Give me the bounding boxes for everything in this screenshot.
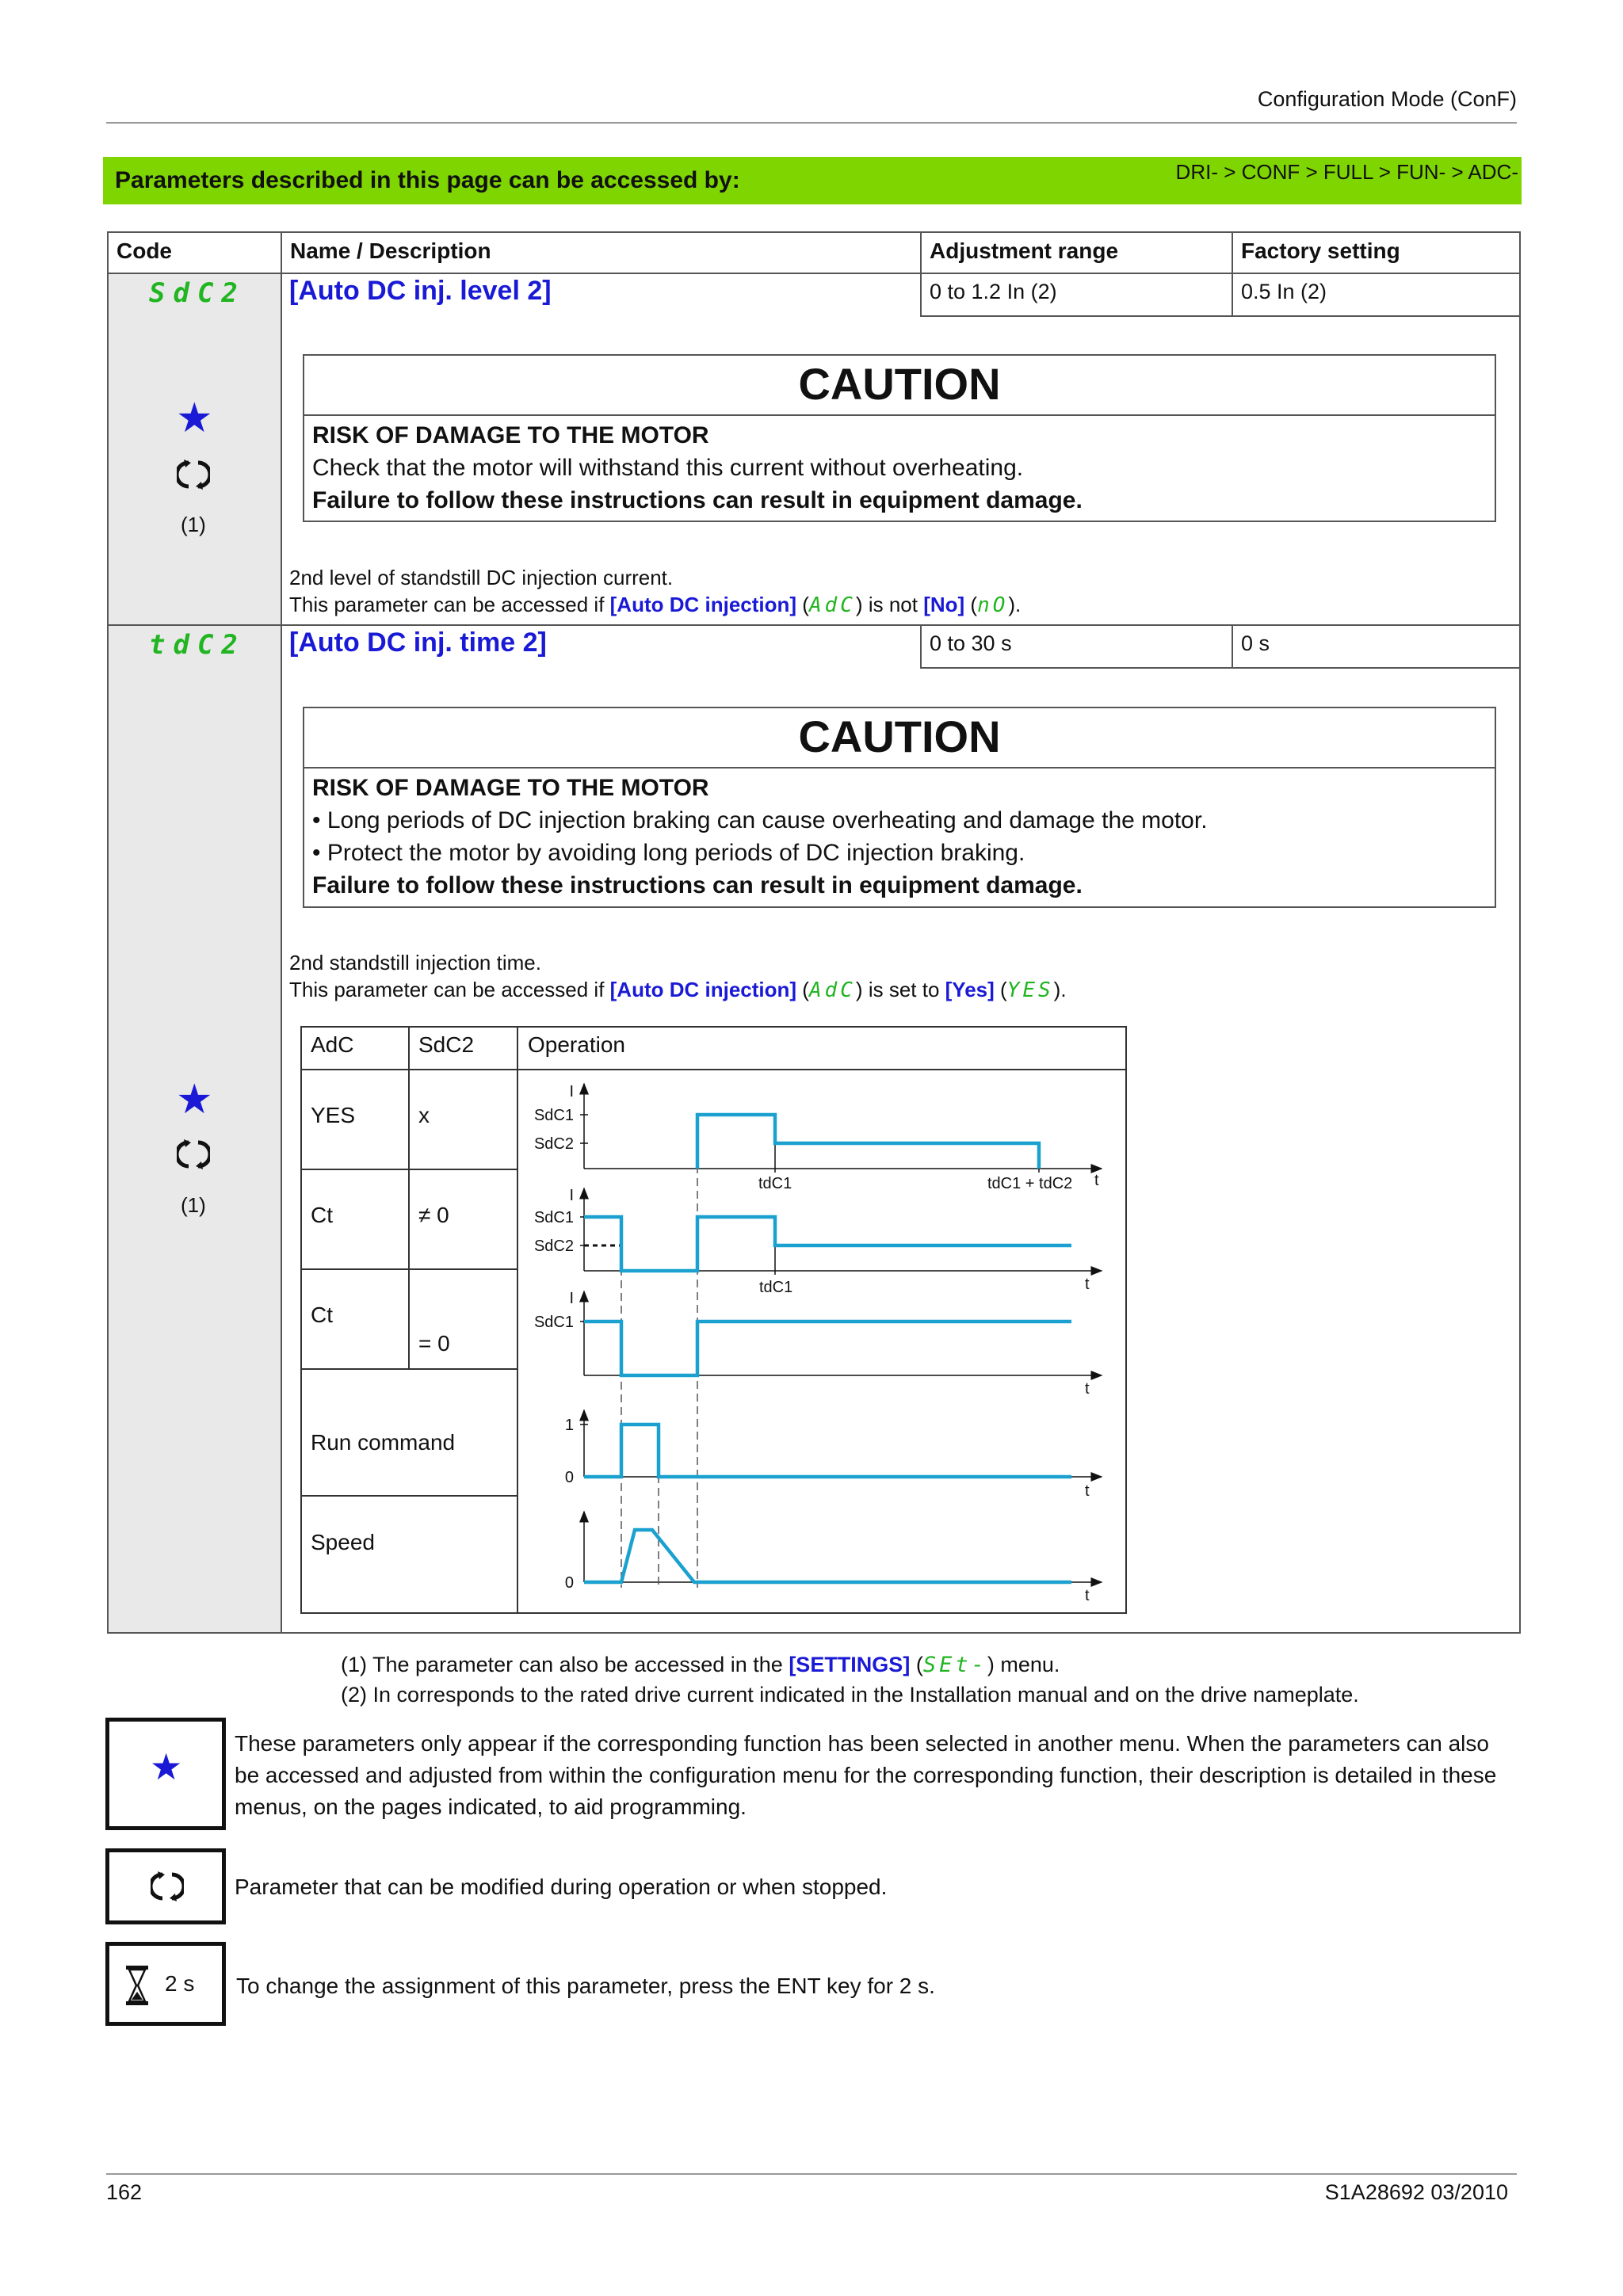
caution-line: Check that the motor will withstand this current without overheating. [312, 455, 1024, 481]
caution-box [303, 354, 1496, 522]
op-header-sdc2: SdC2 [418, 1032, 475, 1057]
modify-icon [177, 458, 210, 495]
op-run-command-label: Run command [311, 1430, 456, 1455]
signal-trace [584, 1425, 1071, 1477]
hourglass-icon [125, 1965, 149, 2010]
signal-trace [584, 1322, 1071, 1375]
param-factory-tdc2: 0 s [1232, 624, 1521, 669]
col-header-range: Adjustment range [920, 231, 1233, 274]
legend-time-box [105, 1942, 226, 2026]
param-factory-sdc2: 0.5 In (2) [1232, 273, 1521, 317]
chart-label: SdC1 [533, 1209, 574, 1226]
note-ref: (1) [181, 1193, 206, 1217]
caution-title: CAUTION [304, 356, 1495, 416]
op-table-rule [300, 1368, 517, 1370]
legend-modify-box [105, 1848, 226, 1924]
op-sdc2-value: x [418, 1103, 430, 1127]
op-sdc2-value: ≠ 0 [418, 1203, 449, 1227]
chart-label: SdC2 [533, 1135, 574, 1153]
col-header-name: Name / Description [281, 231, 922, 274]
signal-trace [697, 1115, 1039, 1169]
access-path: DRI- > CONF > FULL > FUN- > ADC- [1175, 160, 1518, 184]
op-adc-value: Ct [311, 1302, 333, 1327]
col-header-code: Code [107, 231, 282, 274]
signal-trace [584, 1530, 1071, 1582]
caution-line: • Protect the motor by avoiding long periods of DC injection braking. [312, 840, 1025, 866]
chart-label: 0 [564, 1574, 574, 1592]
param-desc-sdc2: 2nd level of standstill DC injection current. [289, 566, 674, 589]
chart-label: SdC1 [533, 1107, 574, 1124]
chart-label: I [569, 1187, 574, 1204]
caution-failure: Failure to follow these instructions can result in equipment damage. [312, 872, 1083, 898]
param-access-sdc2: This parameter can be accessed if [Auto DC injection] (AdC) is not [No] (nO). [289, 593, 1022, 617]
legend-modify-text: Parameter that can be modified during operation or when stopped. [235, 1875, 888, 1899]
param-code-tdc2: tdC2 [149, 629, 246, 661]
chart-label: t [1085, 1380, 1090, 1398]
param-name-sdc2: [Auto DC inj. level 2] [289, 276, 552, 306]
op-adc-value: Ct [311, 1203, 333, 1227]
legend-star-box [105, 1718, 226, 1830]
chart-label: I [569, 1083, 574, 1100]
op-table-rule [408, 1026, 410, 1368]
header-divider [106, 122, 1517, 124]
doc-reference: S1A28692 03/2010 [1324, 2180, 1508, 2204]
param-access-tdc2: This parameter can be accessed if [Auto DC injection] (AdC) is set to [Yes] (YES). [289, 978, 1067, 1002]
chart-label: 0 [564, 1469, 574, 1486]
op-header-operation: Operation [528, 1032, 625, 1057]
page-number: 162 [106, 2180, 143, 2204]
op-speed-label: Speed [311, 1530, 375, 1554]
op-adc-value: YES [311, 1103, 356, 1127]
footnote-1: (1) The parameter can also be accessed in the [SETTINGS] (SEt-) menu. [341, 1653, 1060, 1677]
chart-label: I [569, 1290, 574, 1307]
signal-trace [584, 1217, 1071, 1271]
legend-star-text: These parameters only appear if the corresponding function has been selected in another menu. When the parameters can also be accessed and adjusted from within the configuration menu for the corresponding function, their description is detailed in these menus, on the pages indicated, to aid programming. [235, 1731, 1497, 1819]
param-range-tdc2: 0 to 30 s [920, 624, 1233, 669]
param-name-tdc2: [Auto DC inj. time 2] [289, 627, 547, 658]
op-table-rule [300, 1268, 517, 1270]
chart-label: t [1094, 1172, 1099, 1189]
col-header-factory: Factory setting [1232, 231, 1521, 274]
caution-box [303, 707, 1496, 908]
chart-label: SdC2 [533, 1238, 574, 1255]
chart-label: t [1085, 1587, 1090, 1604]
modify-icon [177, 1138, 210, 1175]
footnote-2: (2) In corresponds to the rated drive current indicated in the Installation manual and on the drive nameplate. [341, 1683, 1359, 1707]
op-table-rule [300, 1169, 517, 1170]
chart-label: t [1085, 1276, 1090, 1293]
chart-label: 1 [564, 1417, 574, 1434]
code-column-divider [281, 273, 282, 1634]
legend-time-text: To change the assignment of this parameter, press the ENT key for 2 s. [236, 1974, 935, 1998]
chart-label: tdC1 [758, 1175, 792, 1192]
page-header-title: Configuration Mode (ConF) [1257, 87, 1517, 111]
legend-time-label: 2 s [165, 1971, 195, 1996]
param-code-sdc2: SdC2 [149, 277, 246, 309]
caution-failure: Failure to follow these instructions can result in equipment damage. [312, 487, 1083, 513]
chart-label: tdC1 [759, 1279, 793, 1296]
star-icon: ★ [176, 395, 213, 441]
star-icon: ★ [150, 1746, 183, 1787]
timing-diagram [518, 1070, 1125, 1612]
access-bar [103, 157, 1522, 204]
param-range-sdc2: 0 to 1.2 In (2) [920, 273, 1233, 317]
chart-label: t [1085, 1482, 1090, 1500]
param-desc-tdc2: 2nd standstill injection time. [289, 951, 541, 974]
access-label: Parameters described in this page can be accessed by: [115, 167, 740, 193]
caution-title: CAUTION [304, 708, 1495, 769]
note-ref: (1) [181, 513, 206, 536]
caution-line: • Long periods of DC injection braking can cause overheating and damage the motor. [312, 807, 1208, 833]
caution-risk: RISK OF DAMAGE TO THE MOTOR [312, 775, 709, 801]
op-header-adc: AdC [311, 1032, 354, 1057]
op-table-rule [300, 1495, 517, 1497]
modify-icon [151, 1870, 184, 1907]
op-sdc2-value: = 0 [418, 1331, 450, 1356]
chart-label: SdC1 [533, 1314, 574, 1331]
star-icon: ★ [176, 1077, 213, 1123]
caution-risk: RISK OF DAMAGE TO THE MOTOR [312, 422, 709, 448]
footer-divider [106, 2173, 1517, 2175]
chart-label: tdC1 + tdC2 [987, 1175, 1073, 1192]
